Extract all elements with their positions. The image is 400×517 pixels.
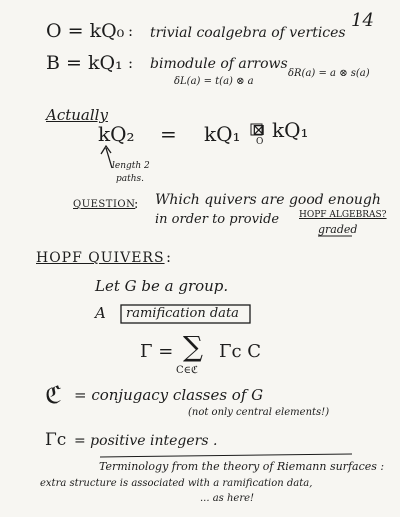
equals-sign: = xyxy=(160,122,177,146)
conjugacy-symbol: ℭ xyxy=(45,381,62,409)
gamma-rhs: Γc C xyxy=(219,341,262,362)
let-g-line: Let G be a group. xyxy=(95,277,229,295)
kq2-expression: kQ₂ xyxy=(98,122,135,146)
delta-right-formula: δR(a) = a ⊗ s(a) xyxy=(288,68,370,79)
paths-label: paths. xyxy=(116,174,145,184)
terminology-rule xyxy=(100,454,352,457)
b-description: bimodule of arrows xyxy=(150,56,288,72)
gamma-c: Γc xyxy=(45,430,67,450)
actually-heading: Actually xyxy=(46,106,108,124)
tensor-subscript: O xyxy=(256,137,264,147)
colon: : xyxy=(128,54,134,72)
hopf-colon: : xyxy=(166,248,172,266)
sum-subscript: C∈ℭ xyxy=(176,365,199,376)
question-colon: : xyxy=(134,197,139,212)
tensor-box xyxy=(251,124,262,135)
conjugacy-text: = conjugacy classes of G xyxy=(74,386,264,404)
sum-symbol: ∑ xyxy=(183,330,203,363)
terminology-line-3: ... as here! xyxy=(200,493,255,504)
o-definition: O = kQ₀ xyxy=(46,20,125,42)
conjugacy-note: (not only central elements!) xyxy=(188,407,330,418)
question-line-2: in order to provide xyxy=(155,212,280,227)
length-2-label: length 2 xyxy=(112,161,150,171)
ramification-data: ramification data xyxy=(126,306,239,321)
terminology-line-1: Terminology from the theory of Riemann surfaces : xyxy=(99,460,385,473)
kq1-left: kQ₁ xyxy=(204,122,241,146)
question-line-1: Which quivers are good enough xyxy=(155,192,381,208)
page-number: 14 xyxy=(351,10,374,31)
o-description: trivial coalgebra of vertices xyxy=(150,25,346,41)
terminology-line-2: extra structure is associated with a ramification data, xyxy=(40,478,313,489)
tensor-symbol: ⊠ xyxy=(252,120,266,139)
hopf-quivers-heading: HOPF QUIVERS xyxy=(36,250,165,266)
hopf-algebras: HOPF ALGEBRAS? xyxy=(299,210,387,220)
delta-left-formula: δL(a) = t(a) ⊗ a xyxy=(174,76,254,87)
b-definition: B = kQ₁ xyxy=(46,52,123,74)
gamma-lhs: Γ = xyxy=(140,341,174,362)
gamma-c-text: = positive integers . xyxy=(74,433,218,449)
a-letter: A xyxy=(95,304,106,322)
graded-note: graded xyxy=(318,223,358,236)
question-label: QUESTION xyxy=(73,199,136,210)
kq1-right: kQ₁ xyxy=(272,118,309,142)
colon: : xyxy=(128,22,134,40)
